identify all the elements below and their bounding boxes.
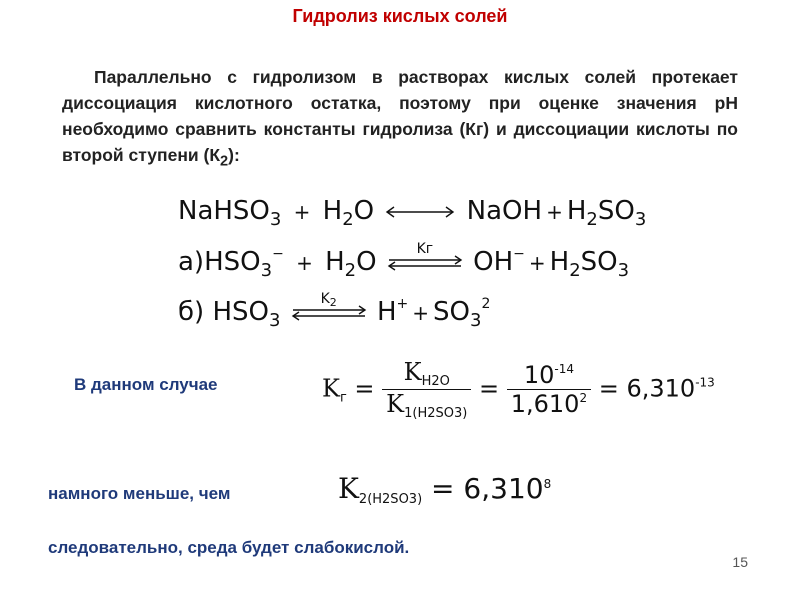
conclusion-text: следовательно, среда будет слабокислой.	[48, 538, 410, 557]
paragraph-sub: 2	[220, 153, 229, 170]
equation-hydrolysis-a	[178, 240, 630, 281]
eq3-product2-sup: 2	[481, 296, 491, 312]
kg-equals-3: =	[598, 374, 619, 403]
eq2-product2-sub: 2	[569, 260, 581, 281]
page-number: 15	[732, 554, 748, 570]
eq2-product2-sub2: 3	[617, 260, 630, 281]
kg-frac1-num-sub: H2O	[421, 374, 450, 389]
kg-result: 6,310	[626, 374, 696, 403]
eq1-water: H	[322, 196, 343, 226]
eq1-product2: H	[566, 196, 587, 226]
k2-result: 6,310	[463, 472, 544, 505]
kg-frac2-num: 10	[523, 361, 555, 389]
kg-frac2-den-sup: 2	[579, 391, 588, 405]
kg-fraction-1	[382, 358, 471, 421]
k2-lhs-sub: 2(H2SO3)	[358, 492, 423, 507]
k2-lhs: K	[338, 472, 359, 505]
eq1-reactant-sub: 3	[269, 209, 282, 230]
eq2-product2-end: SO	[580, 247, 618, 277]
eq3-product1-sup: +	[396, 296, 409, 312]
kg-frac1-num: K	[403, 358, 422, 386]
eq2-water-end: O	[356, 247, 377, 277]
kg-frac1-den: K	[386, 390, 405, 418]
eq2-product2: H	[549, 247, 570, 277]
k2-result-sup: 8	[543, 477, 552, 491]
eq3-product2-sub: 3	[469, 310, 482, 331]
equilibrium-arrow-icon	[382, 204, 458, 220]
eq1-product2-end: SO	[597, 196, 635, 226]
eq3-reactant-sub: 3	[268, 310, 281, 331]
equilibrium-arrow-icon	[289, 290, 369, 321]
kg-expression	[322, 358, 715, 421]
eq1-plus2: +	[546, 200, 563, 224]
eq3-plus: +	[412, 301, 430, 325]
kg-frac1-den-sub: 1(H2SO3)	[404, 406, 468, 421]
eq2-constant-label: Kг	[416, 240, 434, 257]
intro-paragraph	[62, 64, 738, 175]
kg-frac2-num-sup: -14	[554, 362, 574, 376]
kg-equals-2: =	[478, 374, 500, 403]
eq2-product1-sup: −	[513, 246, 525, 262]
eq1-water-end: O	[353, 196, 375, 226]
k2-expression	[338, 472, 551, 507]
eq1-product1: NaOH	[466, 196, 543, 226]
kg-lhs: K	[322, 374, 340, 403]
eq2-reactant-sub: 3	[260, 260, 273, 281]
eq3-constant-k: K	[320, 290, 330, 307]
kg-lhs-sub: г	[339, 390, 347, 406]
eq1-product2-sub2: 3	[634, 209, 647, 230]
label-in-this-case: В данном случае	[74, 375, 218, 394]
kg-fraction-2	[507, 361, 591, 418]
eq1-water-sub: 2	[342, 209, 354, 230]
equilibrium-arrow-icon	[385, 240, 465, 271]
eq2-reactant: а)HSO	[178, 247, 261, 277]
equation-salt-hydrolysis	[178, 196, 646, 230]
eq1-plus: +	[293, 200, 311, 224]
paragraph-text: Параллельно с гидролизом в растворах кислых солей протекает диссоциация кислотного остатка, поэтому при оценке значения рН необходимо сравнить константы гидролиза (Кг) и диссоциации кислоты по второй ступени (К	[62, 67, 738, 165]
eq3-product1: H	[376, 297, 397, 327]
slide-title: Гидролиз кислых солей	[292, 6, 508, 26]
eq2-reactant-sup: −	[272, 246, 284, 262]
eq2-plus2: +	[528, 251, 546, 275]
eq3-reactant: б) HSO	[178, 297, 269, 327]
eq2-water-sub: 2	[344, 260, 357, 281]
eq2-plus: +	[296, 251, 313, 275]
eq1-reactant: NaHSO	[178, 196, 270, 226]
eq2-product1: OH	[473, 247, 514, 277]
eq3-constant-sub: 2	[329, 295, 337, 309]
eq3-constant-label	[289, 291, 369, 309]
kg-result-sup: -13	[695, 375, 715, 390]
kg-frac2-den: 1,610	[510, 390, 580, 418]
kg-equals-1: =	[354, 374, 375, 403]
equation-dissociation-b	[178, 290, 491, 331]
eq2-water: H	[325, 247, 345, 277]
k2-equals: =	[431, 472, 455, 505]
paragraph-end: ):	[228, 145, 240, 165]
eq1-product2-sub: 2	[586, 209, 598, 230]
eq3-product2: SO	[433, 297, 470, 327]
label-much-less-than: намного меньше, чем	[48, 484, 231, 503]
